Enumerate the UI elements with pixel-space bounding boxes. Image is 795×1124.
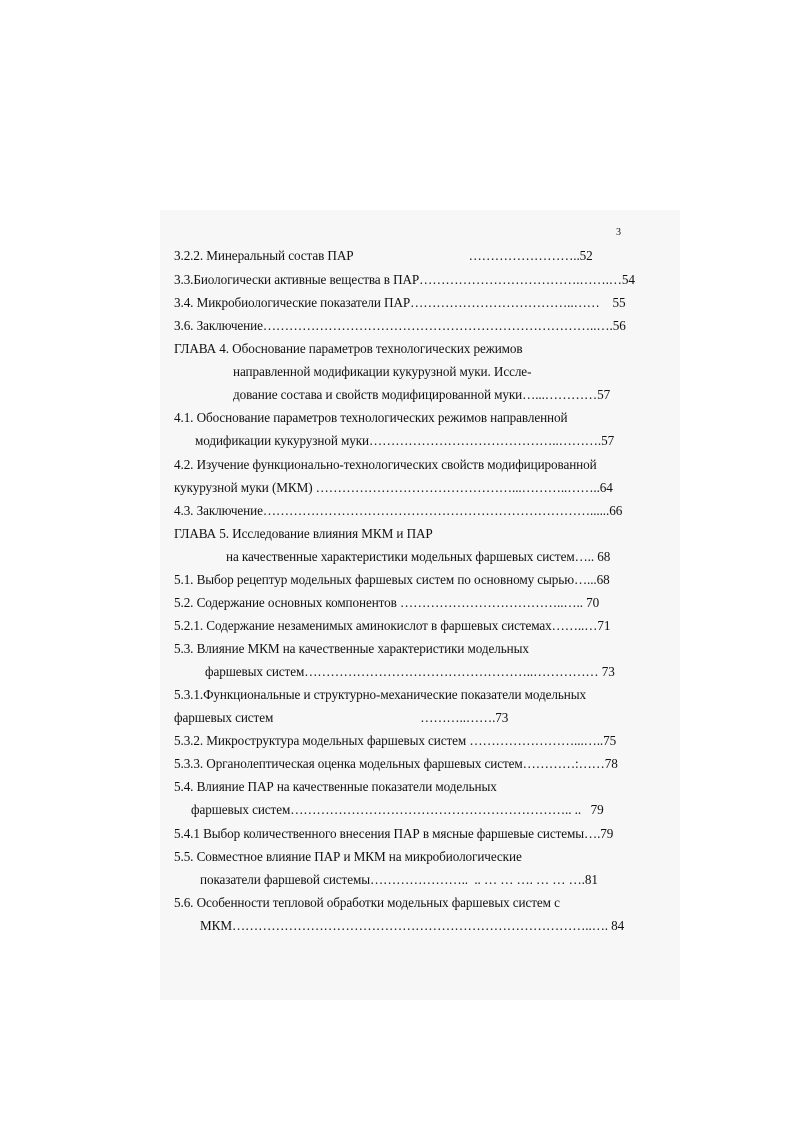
toc-entry-3-4: 3.4. Микробиологические показатели ПАР………………………………..…… 55: [174, 295, 626, 310]
toc-entry-4-1: 4.1. Обоснование параметров технологических режимов направленной: [174, 410, 568, 425]
toc-entry-3-3: 3.3.Биологически активные вещества в ПАР……………………………….…….…54: [174, 272, 635, 287]
toc-entry-5-1: 5.1. Выбор рецептур модельных фаршевых систем по основному сырью…...68: [174, 572, 610, 587]
toc-entry-5-3-1-continuation: фаршевых систем ………..…….73: [174, 710, 509, 725]
toc-entry-5-2: 5.2. Содержание основных компонентов ………………………………..….. 70: [174, 595, 600, 610]
toc-entry-5-3-2: 5.3.2. Микроструктура модельных фаршевых систем ……………………...…..75: [174, 733, 617, 748]
toc-entry-5-3-1: 5.3.1.Функциональные и структурно-механические показатели модельных: [174, 687, 586, 702]
toc-entry-5-5-continuation: показатели фаршевой системы………………….. .. … … …. … … ….81: [200, 872, 598, 887]
toc-entry-4-1-continuation: модификации кукурузной муки……………………………………..……….57: [195, 433, 615, 448]
toc-chapter-4-continuation: направленной модификации кукурузной муки. Иссле-: [233, 364, 532, 379]
toc-entry-5-2-1: 5.2.1. Содержание незаменимых аминокислот в фаршевых системах……..…71: [174, 618, 611, 633]
toc-entry-5-6: 5.6. Особенности тепловой обработки модельных фаршевых систем с: [174, 895, 560, 910]
toc-entry-5-6-continuation: МКМ………………………………………………………………………..…. 84: [200, 918, 625, 933]
toc-entry-5-3-continuation: фаршевых систем……………………………………………..…………… 73: [205, 664, 615, 679]
toc-entry-5-3-3: 5.3.3. Органолептическая оценка модельных фаршевых систем…………:……78: [174, 756, 618, 771]
toc-entry-3-2-2: 3.2.2. Минеральный состав ПАР ……………………..52: [174, 248, 593, 263]
toc-entry-5-4-1: 5.4.1 Выбор количественного внесения ПАР в мясные фаршевые системы….79: [174, 826, 614, 841]
toc-entry-4-2: 4.2. Изучение функционально-технологических свойств модифицированной: [174, 457, 597, 472]
toc-entry-3-6: 3.6. Заключение…………………………………………………………………..….56: [174, 318, 626, 333]
toc-entry-5-4-continuation: фаршевых систем……………………………………………………….. .. 79: [191, 802, 604, 817]
toc-chapter-5-heading: ГЛАВА 5. Исследование влияния МКМ и ПАР: [174, 526, 433, 541]
toc-chapter-4-continuation: дование состава и свойств модифицированной муки…...…………57: [233, 387, 611, 402]
toc-entry-5-3: 5.3. Влияние МКМ на качественные характеристики модельных: [174, 641, 529, 656]
toc-entry-4-3: 4.3. Заключение…………………………………………………………………......66: [174, 503, 623, 518]
toc-entry-4-2-continuation: кукурузной муки (МКМ) ………………………………………...………..……..64: [174, 480, 613, 495]
toc-entry-5-4: 5.4. Влияние ПАР на качественные показатели модельных: [174, 779, 497, 794]
page-number: 3: [616, 227, 621, 238]
toc-chapter-4-heading: ГЛАВА 4. Обоснование параметров технологических режимов: [174, 341, 523, 356]
toc-entry-5-5: 5.5. Совместное влияние ПАР и МКМ на микробиологические: [174, 849, 522, 864]
toc-chapter-5-continuation: на качественные характеристики модельных фаршевых систем….. 68: [226, 549, 611, 564]
